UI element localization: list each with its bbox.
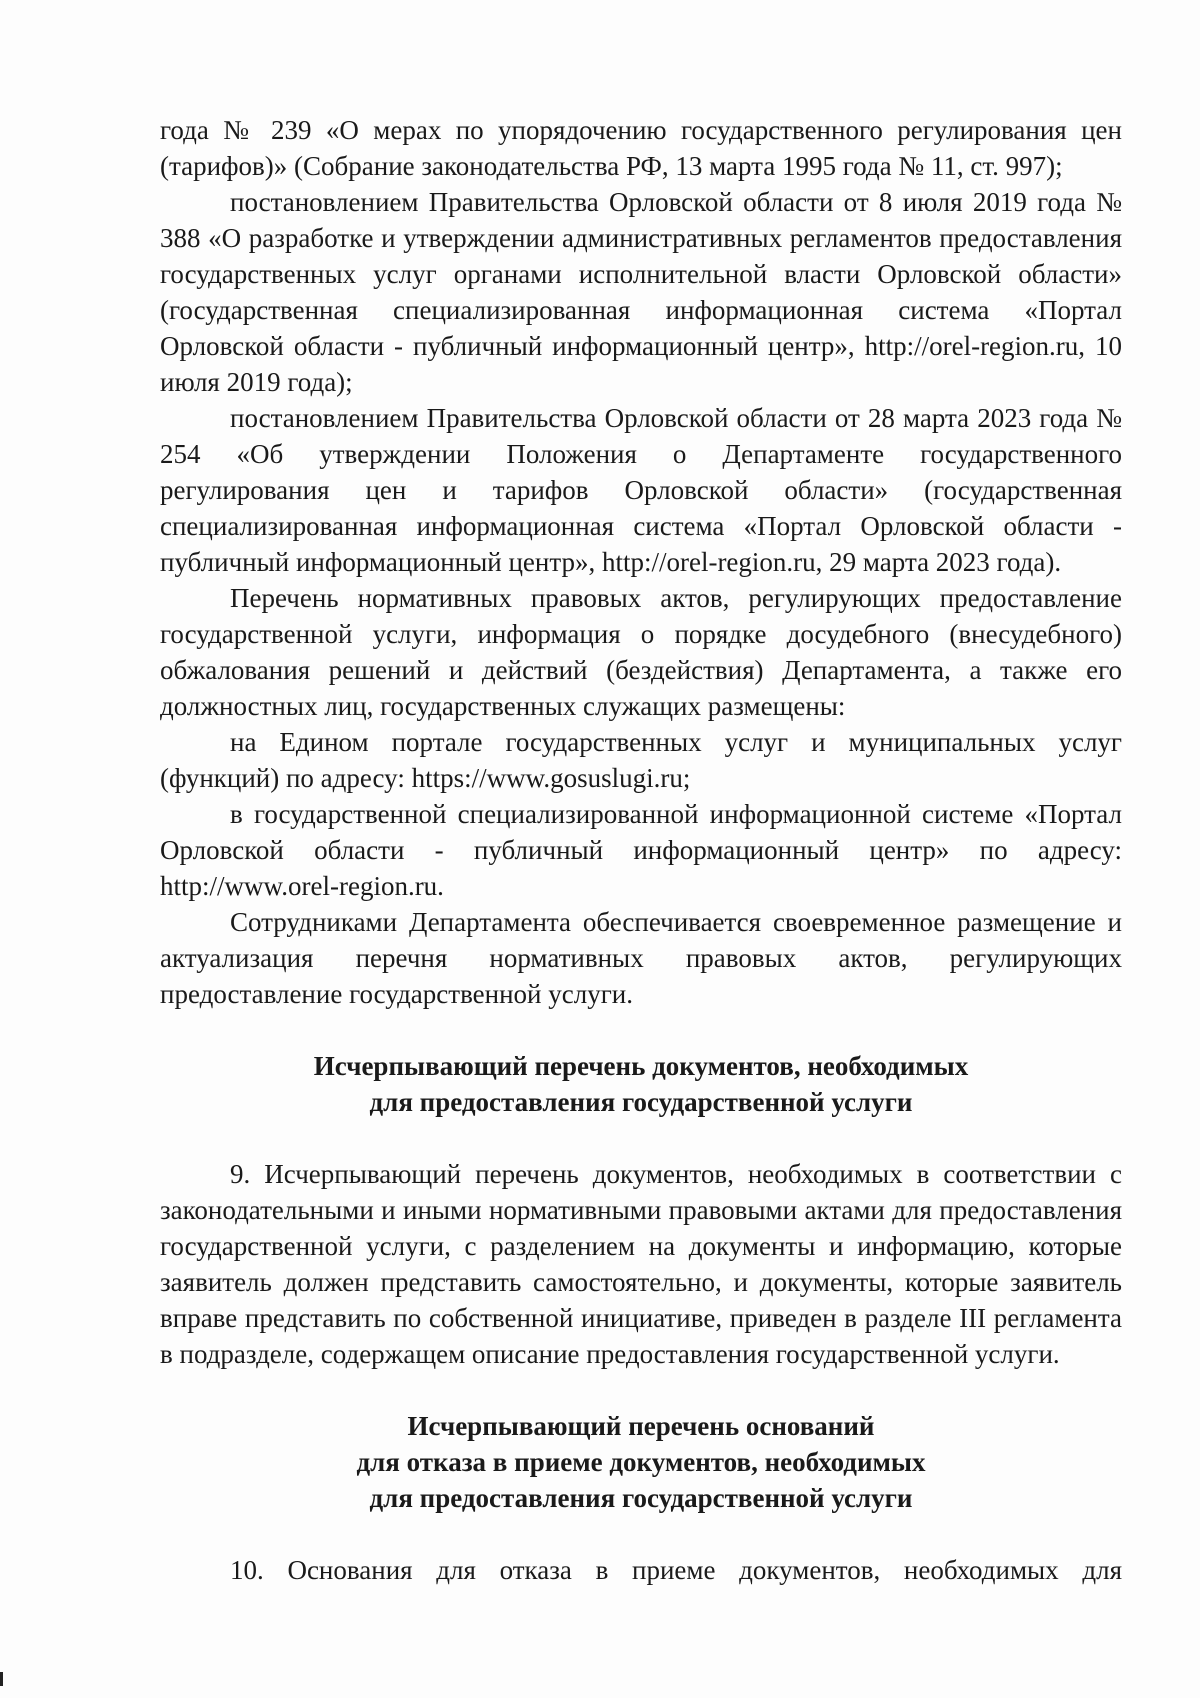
paragraph-text: в государственной специализированной информационной системе «Портал Орловской области - публичный информационный центр» по адресу: http://www.orel-region.ru. (160, 799, 1122, 901)
heading-line: для предоставления государственной услуги (369, 1483, 913, 1513)
spacer (160, 1120, 1122, 1156)
section-heading-refusal-grounds (160, 1408, 1122, 1516)
heading-line: для отказа в приеме документов, необходимых (356, 1447, 926, 1477)
scan-edge-mark (0, 1672, 3, 1686)
paragraph-text: Перечень нормативных правовых актов, регулирующих предоставление государственной услуги, информация о порядке досудебного (внесудебного) обжалования решений и действий (бездействия) Департамента, а также его должностных лиц, государственных служащих размещены: (160, 583, 1122, 721)
paragraph-9: 9. Исчерпывающий перечень документов, необходимых в соответствии с законодательными и иными нормативными правовыми актами для предоставления государственной услуги, с разделением на документы и информацию, которые заявитель должен представить самостоятельно, и документы, которые заявитель вправе представить по собственной инициативе, приведен в разделе III регламента в подразделе, содержащем описание предоставления государственной услуги. (160, 1159, 1122, 1369)
section-heading-documents (160, 1048, 1122, 1120)
heading-line: Исчерпывающий перечень оснований (407, 1411, 875, 1441)
document-body (160, 112, 1122, 1588)
paragraph-text: Сотрудниками Департамента обеспечивается своевременное размещение и актуализация перечня нормативных правовых актов, регулирующих предоставление государственной услуги. (160, 907, 1122, 1009)
heading-line: Исчерпывающий перечень документов, необходимых (313, 1051, 969, 1081)
heading-line: для предоставления государственной услуги (369, 1087, 913, 1117)
paragraph-text: года № 239 «О мерах по упорядочению государственного регулирования цен (тарифов)» (Собрание законодательства РФ, 13 марта 1995 года № 11, ст. 997); (160, 115, 1122, 181)
paragraph-10: 10. Основания для отказа в приеме документов, необходимых для (230, 1555, 1122, 1585)
paragraph-text: постановлением Правительства Орловской области от 8 июля 2019 года № 388 «О разработке и утверждении административных регламентов предоставления государственных услуг органами исполнительной власти Орловской области» (государственная специализированная информационная система «Портал Орловской области - публичный информационный центр», http://orel-region.ru, 10 июля 2019 года); (160, 187, 1122, 397)
spacer (160, 1516, 1122, 1552)
paragraph-text: на Едином портале государственных услуг и муниципальных услуг (функций) по адресу: https://www.gosuslugi.ru; (160, 727, 1122, 793)
paragraph-text: постановлением Правительства Орловской области от 28 марта 2023 года № 254 «Об утверждении Положения о Департаменте государственного регулирования цен и тарифов Орловской области» (государственная специализированная информационная система «Портал Орловской области - публичный информационный центр», http://orel-region.ru, 29 марта 2023 года). (160, 403, 1122, 577)
